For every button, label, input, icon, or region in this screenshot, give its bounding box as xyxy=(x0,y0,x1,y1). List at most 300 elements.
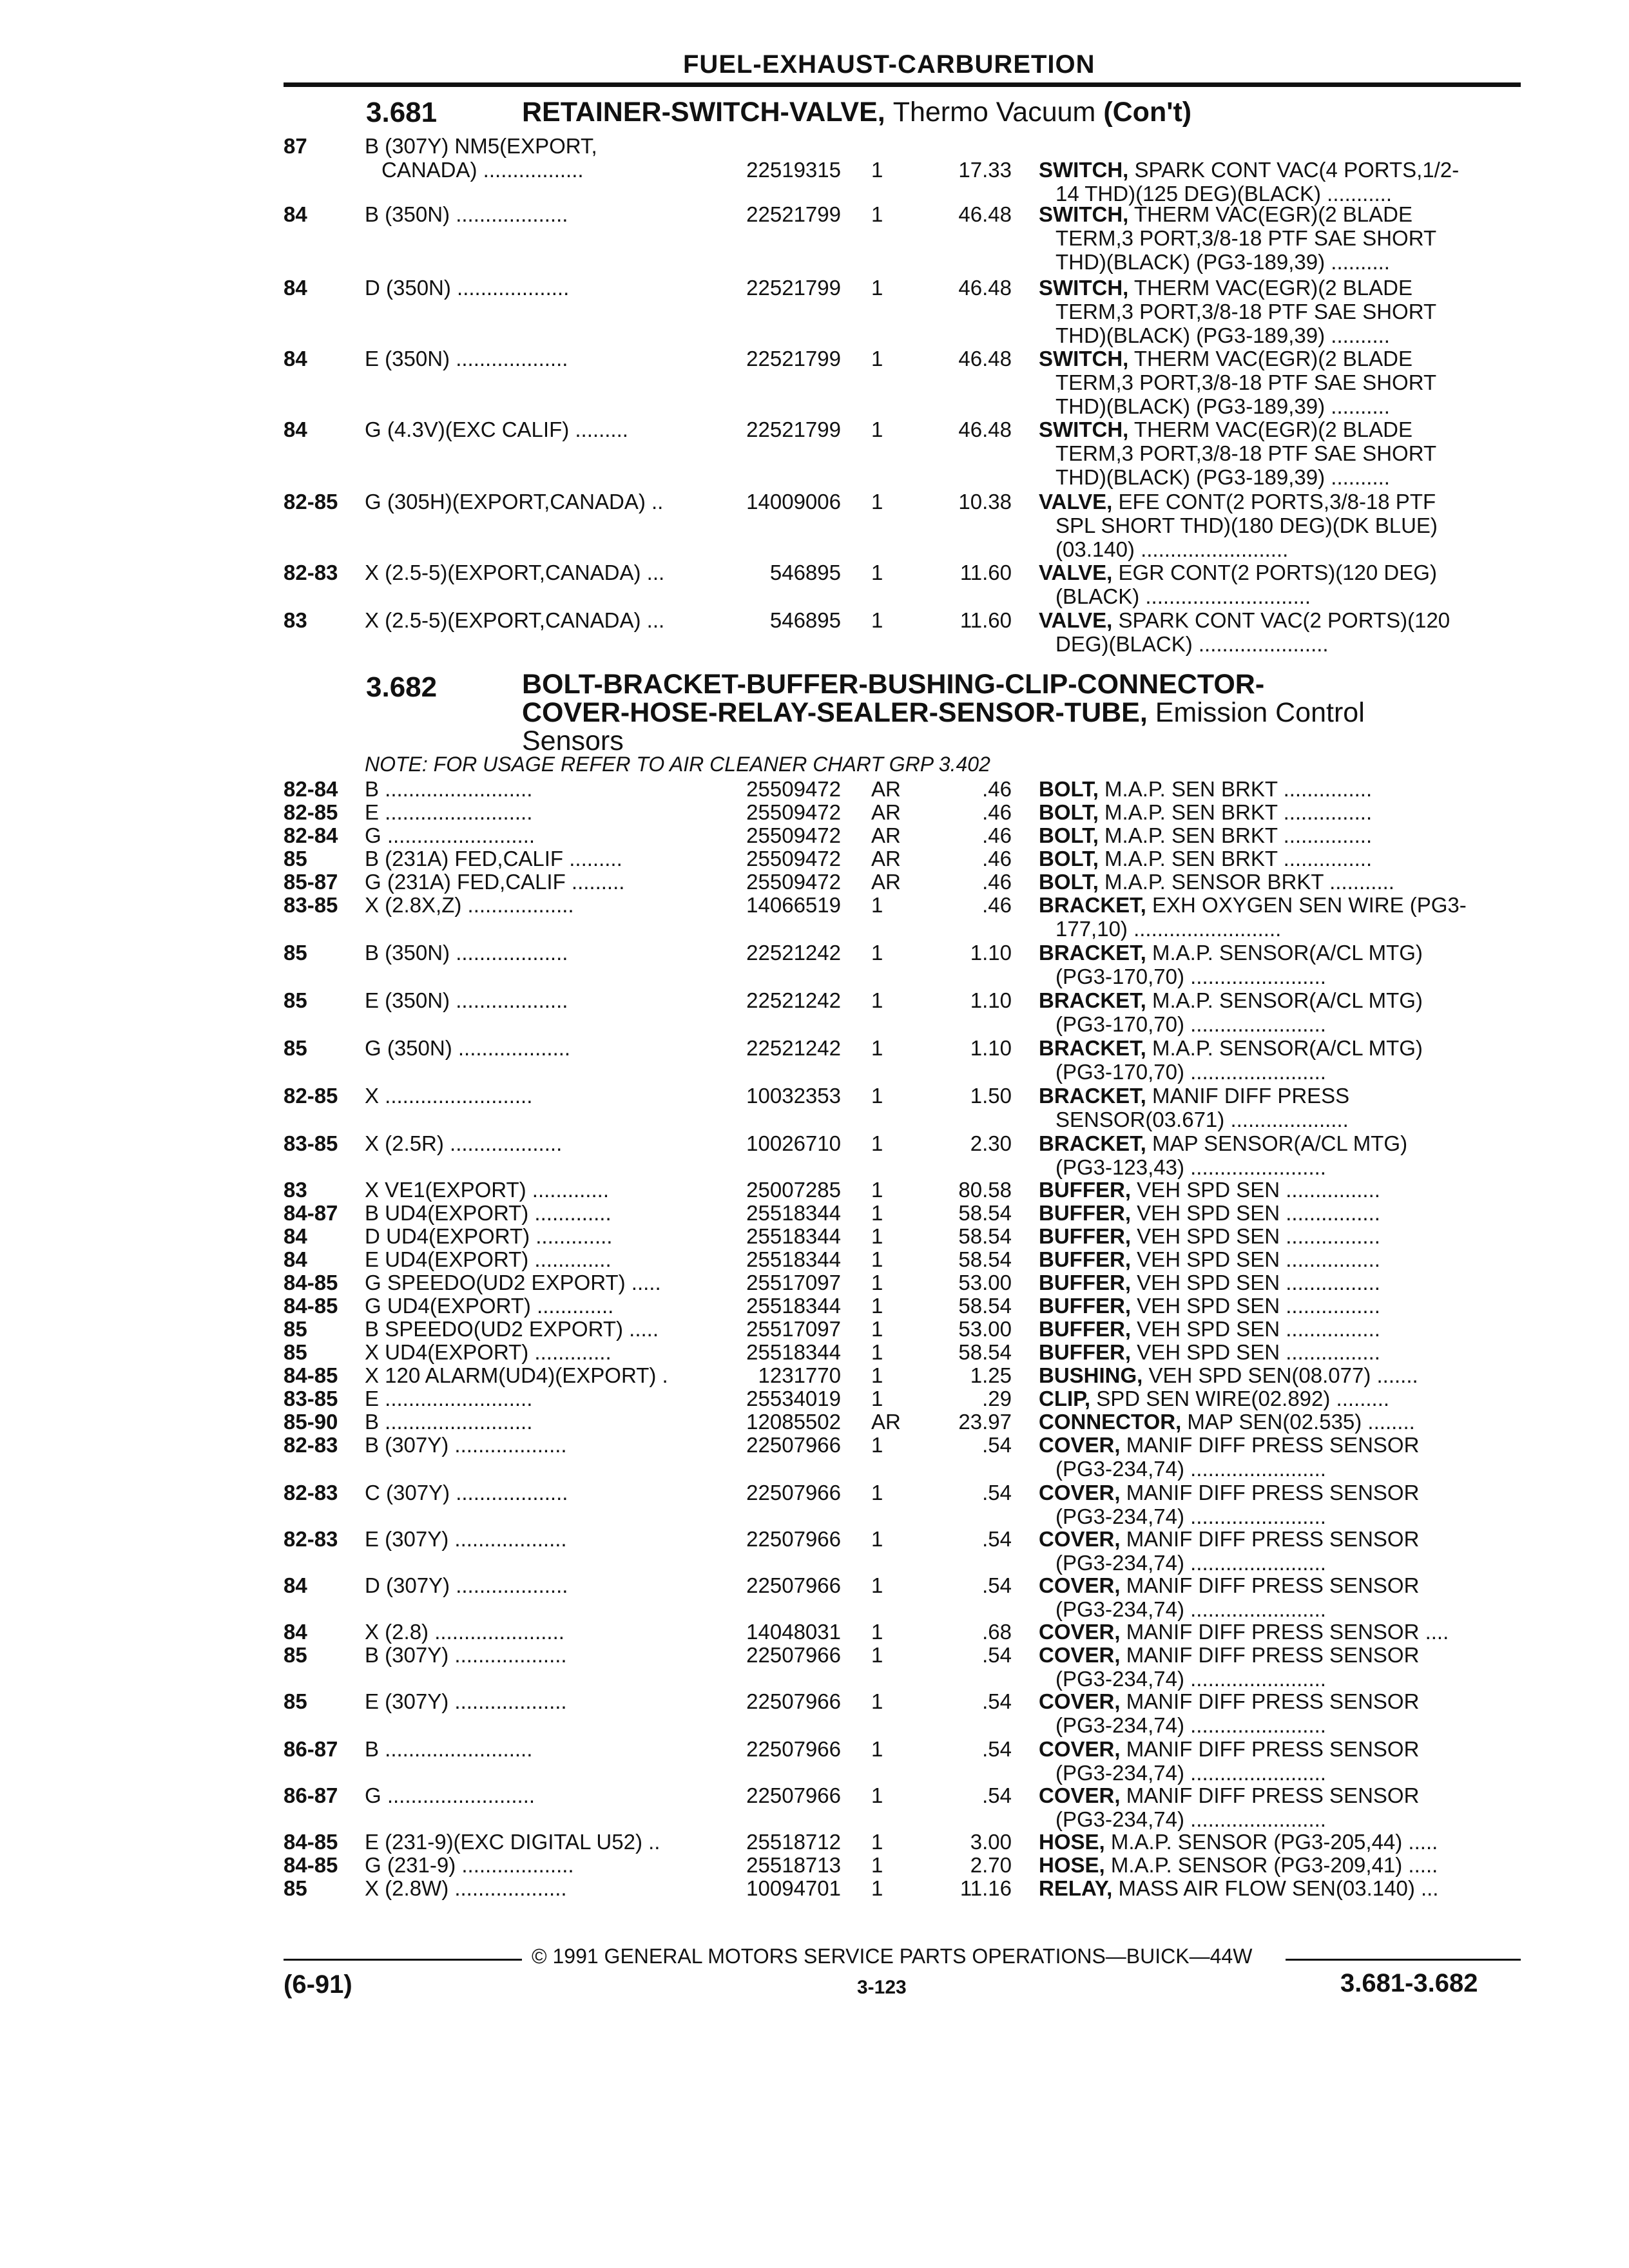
model-years: 84-87 xyxy=(284,1201,338,1225)
application: B (350N) ................... xyxy=(365,941,568,965)
description-text: MANIF DIFF PRESS SENSOR .... xyxy=(1120,1620,1449,1644)
part-description xyxy=(1039,1830,1522,1854)
description-text: (BLACK) ............................ xyxy=(1055,584,1311,608)
part-description xyxy=(1039,777,1522,801)
quantity: 1 xyxy=(871,1036,883,1060)
unit-price: 58.54 xyxy=(958,1247,1012,1271)
part-name: COVER, xyxy=(1039,1643,1121,1667)
quantity: 1 xyxy=(871,1527,883,1551)
application: B SPEEDO(UD2 EXPORT) ..... xyxy=(365,1317,659,1341)
description-line xyxy=(1039,1573,1522,1597)
description-text: M.A.P. SEN BRKT ............... xyxy=(1098,777,1373,801)
description-text: MANIF DIFF PRESS SENSOR xyxy=(1120,1689,1420,1713)
application: C (307Y) ................... xyxy=(365,1481,568,1504)
description-text: VEH SPD SEN ................ xyxy=(1131,1178,1380,1202)
unit-price: 11.60 xyxy=(959,608,1012,632)
part-name: BOLT, xyxy=(1039,847,1099,870)
model-years: 84 xyxy=(284,347,307,370)
model-years: 82-83 xyxy=(284,1481,338,1504)
model-years: 84-85 xyxy=(284,1294,338,1318)
part-description xyxy=(1039,893,1522,941)
section-title xyxy=(522,98,1191,126)
section-title-line xyxy=(522,727,1365,755)
part-name: BUFFER, xyxy=(1039,1294,1131,1318)
description-line xyxy=(1039,1108,1522,1131)
part-name: COVER, xyxy=(1039,1433,1121,1457)
description-text: MANIF DIFF PRESS SENSOR xyxy=(1120,1783,1420,1807)
part-number: 546895 xyxy=(769,608,841,632)
part-number: 10026710 xyxy=(746,1131,841,1155)
unit-price: 58.54 xyxy=(958,1201,1012,1225)
description-line xyxy=(1039,1830,1522,1854)
part-description xyxy=(1039,847,1522,870)
application: D (307Y) ................... xyxy=(365,1573,568,1597)
section-title-run: COVER-HOSE-RELAY-SEALER-SENSOR-TUBE, xyxy=(522,697,1155,728)
application-cont: CANADA) ................. xyxy=(381,158,584,182)
part-number: 25007285 xyxy=(746,1178,841,1202)
description-text: VEH SPD SEN ................ xyxy=(1131,1201,1380,1225)
quantity: 1 xyxy=(871,1737,883,1761)
part-number: 25518344 xyxy=(746,1340,841,1364)
description-line xyxy=(1039,202,1522,226)
section-title-run: RETAINER-SWITCH-VALVE, xyxy=(522,97,893,128)
model-years: 82-85 xyxy=(284,1084,338,1108)
unit-price: .46 xyxy=(982,800,1012,824)
description-text: THD)(BLACK) (PG3-189,39) .......... xyxy=(1055,394,1390,418)
part-description xyxy=(1039,490,1522,561)
model-years: 85 xyxy=(284,847,307,870)
description-line xyxy=(1039,226,1522,250)
application: E UD4(EXPORT) ............. xyxy=(365,1247,612,1271)
part-description xyxy=(1039,1294,1522,1318)
part-description xyxy=(1039,1340,1522,1364)
part-description xyxy=(1039,1247,1522,1271)
footer-rule-right xyxy=(1286,1959,1521,1961)
model-years: 84-85 xyxy=(284,1363,338,1387)
description-text: M.A.P. SENSOR (PG3-205,44) ..... xyxy=(1104,1830,1438,1854)
part-name: RELAY, xyxy=(1039,1876,1113,1900)
part-description xyxy=(1039,418,1522,489)
description-line xyxy=(1039,823,1522,847)
part-name: BUSHING, xyxy=(1039,1363,1143,1387)
description-line xyxy=(1039,250,1522,274)
model-years: 84-85 xyxy=(284,1853,338,1877)
part-name: SWITCH, xyxy=(1039,418,1129,441)
model-years: 85 xyxy=(284,1643,307,1667)
description-text: M.A.P. SEN BRKT ............... xyxy=(1098,800,1373,824)
description-line xyxy=(1039,561,1522,584)
quantity: 1 xyxy=(871,1271,883,1294)
part-description xyxy=(1039,1481,1522,1528)
part-name: BUFFER, xyxy=(1039,1178,1131,1202)
part-name: COVER, xyxy=(1039,1620,1121,1644)
description-text: 14 THD)(125 DEG)(BLACK) ........... xyxy=(1055,182,1393,206)
description-text: M.A.P. SEN BRKT ............... xyxy=(1098,823,1373,847)
part-name: BUFFER, xyxy=(1039,1340,1131,1364)
application: B (307Y) ................... xyxy=(365,1433,567,1457)
description-line xyxy=(1039,941,1522,965)
part-name: CONNECTOR, xyxy=(1039,1410,1182,1434)
quantity: 1 xyxy=(871,988,883,1012)
model-years: 85 xyxy=(284,1036,307,1060)
description-text: MASS AIR FLOW SEN(03.140) ... xyxy=(1112,1876,1439,1900)
model-years: 84 xyxy=(284,202,307,226)
part-name: SWITCH, xyxy=(1039,202,1129,226)
application: B (307Y) ................... xyxy=(365,1643,567,1667)
description-line xyxy=(1039,300,1522,323)
part-name: BRACKET, xyxy=(1039,941,1146,965)
application: X (2.8W) ................... xyxy=(365,1876,567,1900)
description-line xyxy=(1039,1667,1522,1691)
description-line xyxy=(1039,418,1522,441)
model-years: 82-83 xyxy=(284,1527,338,1551)
description-text: (PG3-234,74) ....................... xyxy=(1055,1807,1326,1831)
part-number: 22507966 xyxy=(746,1481,841,1504)
application: D (350N) ................... xyxy=(365,276,570,300)
part-name: CLIP, xyxy=(1039,1387,1091,1410)
model-years: 86-87 xyxy=(284,1783,338,1807)
part-description xyxy=(1039,1036,1522,1084)
description-line xyxy=(1039,1807,1522,1831)
application: G (231A) FED,CALIF ......... xyxy=(365,870,625,894)
part-name: HOSE, xyxy=(1039,1830,1105,1854)
description-line xyxy=(1039,1224,1522,1248)
header-rule xyxy=(284,82,1521,87)
description-line xyxy=(1039,1178,1522,1202)
description-text: TERM,3 PORT,3/8-18 PTF SAE SHORT xyxy=(1055,370,1437,394)
description-line xyxy=(1039,1527,1522,1551)
unit-price: 46.48 xyxy=(958,418,1012,441)
part-description xyxy=(1039,347,1522,418)
unit-price: 1.10 xyxy=(970,941,1012,965)
model-years: 85 xyxy=(284,1340,307,1364)
part-description xyxy=(1039,1783,1522,1831)
application: B (231A) FED,CALIF ......... xyxy=(365,847,622,870)
description-text: (PG3-170,70) ....................... xyxy=(1055,965,1326,988)
quantity: 1 xyxy=(871,1084,883,1108)
part-name: BOLT, xyxy=(1039,777,1099,801)
part-description xyxy=(1039,158,1522,206)
model-years: 83-85 xyxy=(284,893,338,917)
quantity: 1 xyxy=(871,1363,883,1387)
part-description xyxy=(1039,1178,1522,1202)
description-line xyxy=(1039,1317,1522,1341)
description-line xyxy=(1039,632,1522,656)
description-line xyxy=(1039,1551,1522,1575)
application: E (350N) ................... xyxy=(365,347,568,370)
part-number: 25509472 xyxy=(746,777,841,801)
part-name: BOLT, xyxy=(1039,800,1099,824)
unit-price: 1.50 xyxy=(970,1084,1012,1108)
part-description xyxy=(1039,1410,1522,1434)
description-line xyxy=(1039,158,1522,182)
description-line xyxy=(1039,370,1522,394)
description-text: TERM,3 PORT,3/8-18 PTF SAE SHORT xyxy=(1055,300,1437,323)
model-years: 82-85 xyxy=(284,490,338,514)
part-number: 22519315 xyxy=(746,158,841,182)
model-years: 85-90 xyxy=(284,1410,338,1434)
quantity: AR xyxy=(871,847,901,870)
unit-price: 46.48 xyxy=(958,202,1012,226)
model-years: 83 xyxy=(284,1178,307,1202)
model-years: 84 xyxy=(284,1224,307,1248)
description-line xyxy=(1039,1201,1522,1225)
part-description xyxy=(1039,1433,1522,1481)
part-number: 25518713 xyxy=(746,1853,841,1877)
part-description xyxy=(1039,276,1522,347)
part-number: 22521242 xyxy=(746,941,841,965)
description-line xyxy=(1039,1689,1522,1713)
part-number: 10094701 xyxy=(746,1876,841,1900)
unit-price: .54 xyxy=(982,1643,1012,1667)
section-title xyxy=(522,670,1365,755)
section-title-line xyxy=(522,698,1365,727)
unit-price: .54 xyxy=(982,1689,1012,1713)
part-number: 22507966 xyxy=(746,1573,841,1597)
quantity: 1 xyxy=(871,1201,883,1225)
description-text: VEH SPD SEN ................ xyxy=(1131,1317,1380,1341)
part-number: 14048031 xyxy=(746,1620,841,1644)
part-number: 25518344 xyxy=(746,1224,841,1248)
description-line xyxy=(1039,1853,1522,1877)
part-name: COVER, xyxy=(1039,1783,1121,1807)
model-years: 85 xyxy=(284,941,307,965)
quantity: 1 xyxy=(871,276,883,300)
model-years: 84 xyxy=(284,1247,307,1271)
description-text: MANIF DIFF PRESS SENSOR xyxy=(1120,1433,1420,1457)
quantity: 1 xyxy=(871,1853,883,1877)
part-number: 22507966 xyxy=(746,1433,841,1457)
quantity: 1 xyxy=(871,1783,883,1807)
description-text: THERM VAC(EGR)(2 BLADE xyxy=(1128,418,1413,441)
description-text: EFE CONT(2 PORTS,3/8-18 PTF xyxy=(1112,490,1436,514)
description-text: EXH OXYGEN SEN WIRE (PG3- xyxy=(1146,893,1467,917)
unit-price: 1.10 xyxy=(970,1036,1012,1060)
description-line xyxy=(1039,1643,1522,1667)
unit-price: 17.33 xyxy=(958,158,1012,182)
part-number: 22507966 xyxy=(746,1643,841,1667)
unit-price: 11.60 xyxy=(959,561,1012,584)
quantity: 1 xyxy=(871,941,883,965)
model-years: 83-85 xyxy=(284,1387,338,1410)
part-number: 14009006 xyxy=(746,490,841,514)
part-description xyxy=(1039,202,1522,274)
model-years: 82-83 xyxy=(284,561,338,584)
application: B ......................... xyxy=(365,1737,533,1761)
part-description xyxy=(1039,1387,1522,1410)
unit-price: 3.00 xyxy=(970,1830,1012,1854)
quantity: 1 xyxy=(871,1830,883,1854)
quantity: 1 xyxy=(871,490,883,514)
unit-price: .54 xyxy=(982,1573,1012,1597)
description-text: M.A.P. SENSOR(A/CL MTG) xyxy=(1146,1036,1423,1060)
part-number: 22521242 xyxy=(746,1036,841,1060)
part-description xyxy=(1039,1201,1522,1225)
quantity: AR xyxy=(871,777,901,801)
part-description xyxy=(1039,1131,1522,1179)
model-years: 82-84 xyxy=(284,823,338,847)
quantity: 1 xyxy=(871,1294,883,1318)
quantity: 1 xyxy=(871,1340,883,1364)
description-line xyxy=(1039,988,1522,1012)
model-years: 84-85 xyxy=(284,1830,338,1854)
part-number: 1231770 xyxy=(758,1363,841,1387)
description-text: THD)(BLACK) (PG3-189,39) .......... xyxy=(1055,250,1390,274)
description-text: SPD SEN WIRE(02.892) ......... xyxy=(1090,1387,1390,1410)
description-text: M.A.P. SENSOR (PG3-209,41) ..... xyxy=(1104,1853,1438,1877)
description-text: TERM,3 PORT,3/8-18 PTF SAE SHORT xyxy=(1055,226,1437,250)
part-number: 25518344 xyxy=(746,1294,841,1318)
part-number: 25518712 xyxy=(746,1830,841,1854)
unit-price: 53.00 xyxy=(958,1317,1012,1341)
description-line xyxy=(1039,608,1522,632)
part-number: 22521799 xyxy=(746,202,841,226)
description-text: VEH SPD SEN ................ xyxy=(1131,1271,1380,1294)
section-title-run: (Con't) xyxy=(1103,97,1192,128)
description-text: SENSOR(03.671) .................... xyxy=(1055,1108,1349,1131)
model-years: 86-87 xyxy=(284,1737,338,1761)
model-years: 84 xyxy=(284,418,307,441)
description-line xyxy=(1039,1340,1522,1364)
unit-price: 2.30 xyxy=(970,1131,1012,1155)
description-line xyxy=(1039,514,1522,537)
part-number: 10032353 xyxy=(746,1084,841,1108)
model-years: 85 xyxy=(284,1689,307,1713)
description-text: THERM VAC(EGR)(2 BLADE xyxy=(1128,347,1413,370)
unit-price: 58.54 xyxy=(958,1224,1012,1248)
part-description xyxy=(1039,1527,1522,1575)
description-line xyxy=(1039,1155,1522,1179)
description-line xyxy=(1039,465,1522,489)
application: G UD4(EXPORT) ............. xyxy=(365,1294,614,1318)
part-number: 22521799 xyxy=(746,418,841,441)
unit-price: 23.97 xyxy=(958,1410,1012,1434)
application: X UD4(EXPORT) ............. xyxy=(365,1340,612,1364)
description-line xyxy=(1039,1060,1522,1084)
application: X 120 ALARM(UD4)(EXPORT) . xyxy=(365,1363,668,1387)
unit-price: .46 xyxy=(982,847,1012,870)
description-text: (PG3-234,74) ....................... xyxy=(1055,1597,1326,1621)
description-line xyxy=(1039,965,1522,988)
unit-price: .54 xyxy=(982,1433,1012,1457)
part-description xyxy=(1039,1620,1522,1644)
section-title-run: Thermo Vacuum xyxy=(892,97,1104,128)
description-line xyxy=(1039,1294,1522,1318)
part-description xyxy=(1039,941,1522,988)
section-number: 3.681 xyxy=(366,97,438,128)
description-line xyxy=(1039,323,1522,347)
description-text: MANIF DIFF PRESS xyxy=(1146,1084,1350,1108)
model-years: 85 xyxy=(284,988,307,1012)
unit-price: .68 xyxy=(982,1620,1012,1644)
model-years: 82-84 xyxy=(284,777,338,801)
description-line xyxy=(1039,1433,1522,1457)
part-name: COVER, xyxy=(1039,1481,1121,1504)
part-number: 25517097 xyxy=(746,1271,841,1294)
application: X VE1(EXPORT) ............. xyxy=(365,1178,609,1202)
model-years: 83-85 xyxy=(284,1131,338,1155)
part-number: 25509472 xyxy=(746,847,841,870)
description-text: MANIF DIFF PRESS SENSOR xyxy=(1120,1737,1420,1761)
model-years: 87 xyxy=(284,134,307,158)
quantity: 1 xyxy=(871,1876,883,1900)
part-number: 22507966 xyxy=(746,1783,841,1807)
part-description xyxy=(1039,800,1522,824)
description-text: M.A.P. SENSOR BRKT ........... xyxy=(1098,870,1394,894)
description-line xyxy=(1039,1783,1522,1807)
part-number: 25509472 xyxy=(746,800,841,824)
quantity: 1 xyxy=(871,1317,883,1341)
description-text: (PG3-170,70) ....................... xyxy=(1055,1012,1326,1036)
part-name: BOLT, xyxy=(1039,870,1099,894)
description-line xyxy=(1039,276,1522,300)
quantity: 1 xyxy=(871,1131,883,1155)
part-name: HOSE, xyxy=(1039,1853,1105,1877)
part-number: 25509472 xyxy=(746,870,841,894)
description-line xyxy=(1039,1761,1522,1785)
section-range: 3.681-3.682 xyxy=(1340,1969,1478,1997)
part-name: VALVE, xyxy=(1039,608,1113,632)
usage-note: NOTE: FOR USAGE REFER TO AIR CLEANER CHART GRP 3.402 xyxy=(365,753,990,776)
footer-rule-left xyxy=(284,1959,522,1961)
description-text: (PG3-234,74) ....................... xyxy=(1055,1551,1326,1575)
unit-price: .54 xyxy=(982,1737,1012,1761)
part-name: BUFFER, xyxy=(1039,1271,1131,1294)
part-description xyxy=(1039,1737,1522,1785)
unit-price: .54 xyxy=(982,1481,1012,1504)
part-number: 14066519 xyxy=(746,893,841,917)
application: G (4.3V)(EXC CALIF) ......... xyxy=(365,418,628,441)
part-number: 22521799 xyxy=(746,276,841,300)
quantity: 1 xyxy=(871,1387,883,1410)
part-name: BUFFER, xyxy=(1039,1247,1131,1271)
part-description xyxy=(1039,870,1522,894)
part-name: BRACKET, xyxy=(1039,1084,1146,1108)
description-line xyxy=(1039,1084,1522,1108)
description-text: VEH SPD SEN ................ xyxy=(1131,1294,1380,1318)
description-line xyxy=(1039,800,1522,824)
part-name: BRACKET, xyxy=(1039,893,1146,917)
application: X (2.5R) ................... xyxy=(365,1131,563,1155)
unit-price: .54 xyxy=(982,1783,1012,1807)
part-number: 22507966 xyxy=(746,1527,841,1551)
description-text: THD)(BLACK) (PG3-189,39) .......... xyxy=(1055,323,1390,347)
description-line xyxy=(1039,1012,1522,1036)
description-line xyxy=(1039,1876,1522,1900)
quantity: AR xyxy=(871,870,901,894)
description-text: (PG3-234,74) ....................... xyxy=(1055,1761,1326,1785)
model-years: 83 xyxy=(284,608,307,632)
quantity: 1 xyxy=(871,1573,883,1597)
description-text: THERM VAC(EGR)(2 BLADE xyxy=(1128,202,1413,226)
part-description xyxy=(1039,1689,1522,1737)
description-text: MANIF DIFF PRESS SENSOR xyxy=(1120,1573,1420,1597)
part-name: BRACKET, xyxy=(1039,1036,1146,1060)
quantity: 1 xyxy=(871,347,883,370)
model-years: 85 xyxy=(284,1876,307,1900)
application: E (307Y) ................... xyxy=(365,1689,567,1713)
quantity: 1 xyxy=(871,1247,883,1271)
application: B UD4(EXPORT) ............. xyxy=(365,1201,612,1225)
revision-date: (6-91) xyxy=(284,1970,352,1999)
application: G (350N) ................... xyxy=(365,1036,571,1060)
description-text: MAP SEN(02.535) ........ xyxy=(1181,1410,1415,1434)
quantity: AR xyxy=(871,800,901,824)
unit-price: 46.48 xyxy=(958,347,1012,370)
quantity: 1 xyxy=(871,893,883,917)
unit-price: 2.70 xyxy=(970,1853,1012,1877)
quantity: 1 xyxy=(871,202,883,226)
